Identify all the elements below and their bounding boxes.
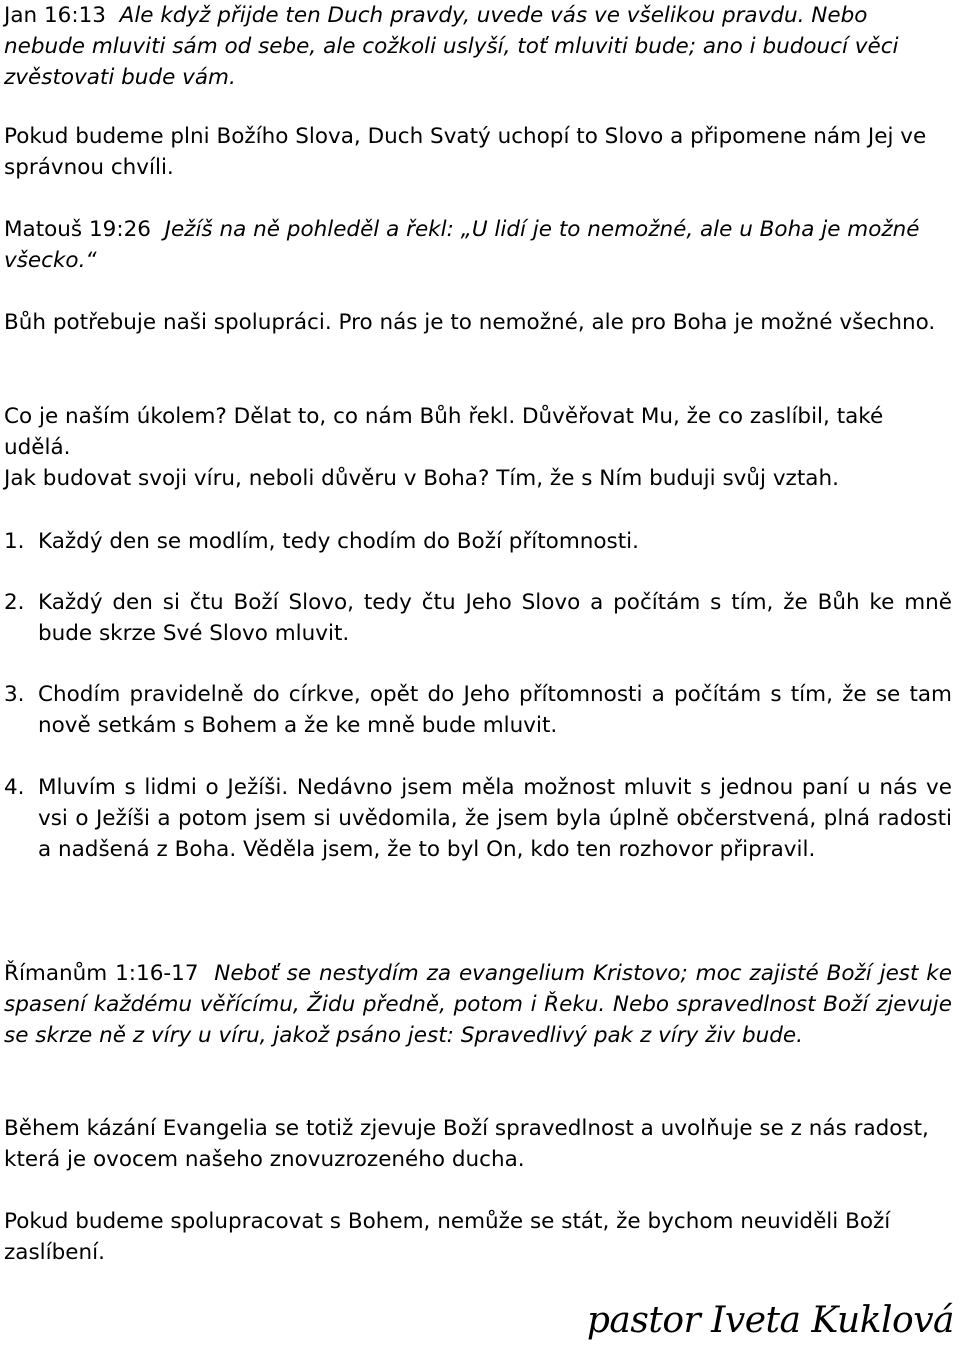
verse-reference: Římanům 1:16-17	[4, 961, 199, 986]
paragraph-romans-1-16	[4, 958, 952, 1051]
paragraph-cooperate-with-god: Pokud budeme spolupracovat s Bohem, nemůže se stát, že bychom neuviděli Boží zaslíbení.	[4, 1209, 891, 1265]
list-item	[4, 772, 952, 865]
verse-text: Ale když přijde ten Duch pravdy, uvede vás ve všelikou pravdu. Nebo nebude mluviti sám od sebe, ale cožkoli uslyší, toť mluviti bude; ano i budoucí věci zvěstovati bude vám.	[4, 3, 899, 90]
list-item	[4, 526, 952, 557]
list-text: Každý den se modlím, tedy chodím do Boží přítomnosti.	[38, 529, 639, 554]
paragraph-cooperation: Bůh potřebuje naši spolupráci. Pro nás je to nemožné, ale pro Boha je možné všechno.	[4, 310, 936, 335]
paragraph-matthew-19-26	[4, 214, 952, 276]
verse-text: Ježíš na ně pohleděl a řekl: „U lidí je to nemožné, ale u Boha je možné všecko.“	[4, 217, 920, 273]
paragraph-preaching: Během kázání Evangelia se totiž zjevuje Boží spravedlnost a uvolňuje se z nás radost, která je ovocem našeho znovuzrozeného ducha.	[4, 1116, 929, 1172]
list-number: 1.	[4, 529, 25, 554]
paragraph-john-16-13	[4, 0, 952, 93]
paragraph-build-faith: Jak budovat svoji víru, neboli důvěru v Boha? Tím, že s Ním buduji svůj vztah.	[4, 466, 839, 491]
list-text: Chodím pravidelně do církve, opět do Jeho přítomnosti a počítám s tím, že se tam nově setkám s Bohem a že ke mně bude mluvit.	[38, 682, 952, 738]
list-item	[4, 679, 952, 741]
verse-reference: Matouš 19:26	[4, 217, 151, 242]
list-number: 4.	[4, 775, 25, 800]
paragraph-filled-with-word: Pokud budeme plni Božího Slova, Duch Svatý uchopí to Slovo a připomene nám Jej ve správnou chvíli.	[4, 124, 927, 180]
verse-reference: Jan 16:13	[4, 3, 106, 28]
list-text: Mluvím s lidmi o Ježíši. Nedávno jsem měla možnost mluvit s jednou paní u nás ve vsi o Ježíši a potom jsem si uvědomila, že jsem byla úplně občerstvená, plná radosti a nadšená z Boha. Věděla jsem, že to byl On, kdo ten rozhovor připravil.	[38, 775, 952, 862]
list-number: 2.	[4, 590, 25, 615]
verse-text: Neboť se nestydím za evangelium Kristovo; moc zajisté Boží jest ke spasení každému věřícímu, Židu předně, potom i Řeku. Nebo spravedlnost Boží zjevuje se skrze ně z víry u víru, jakož psáno jest: Spravedlivý pak z víry živ bude.	[4, 961, 952, 1048]
author-signature: pastor Iveta Kuklová	[586, 1300, 954, 1341]
paragraph-our-task: Co je naším úkolem? Dělat to, co nám Bůh řekl. Důvěřovat Mu, že co zaslíbil, také udělá.	[4, 404, 884, 460]
list-text: Každý den si čtu Boží Slovo, tedy čtu Jeho Slovo a počítám s tím, že Bůh ke mně bude skrze Své Slovo mluvit.	[38, 590, 952, 646]
list-number: 3.	[4, 682, 25, 707]
list-item	[4, 587, 952, 649]
